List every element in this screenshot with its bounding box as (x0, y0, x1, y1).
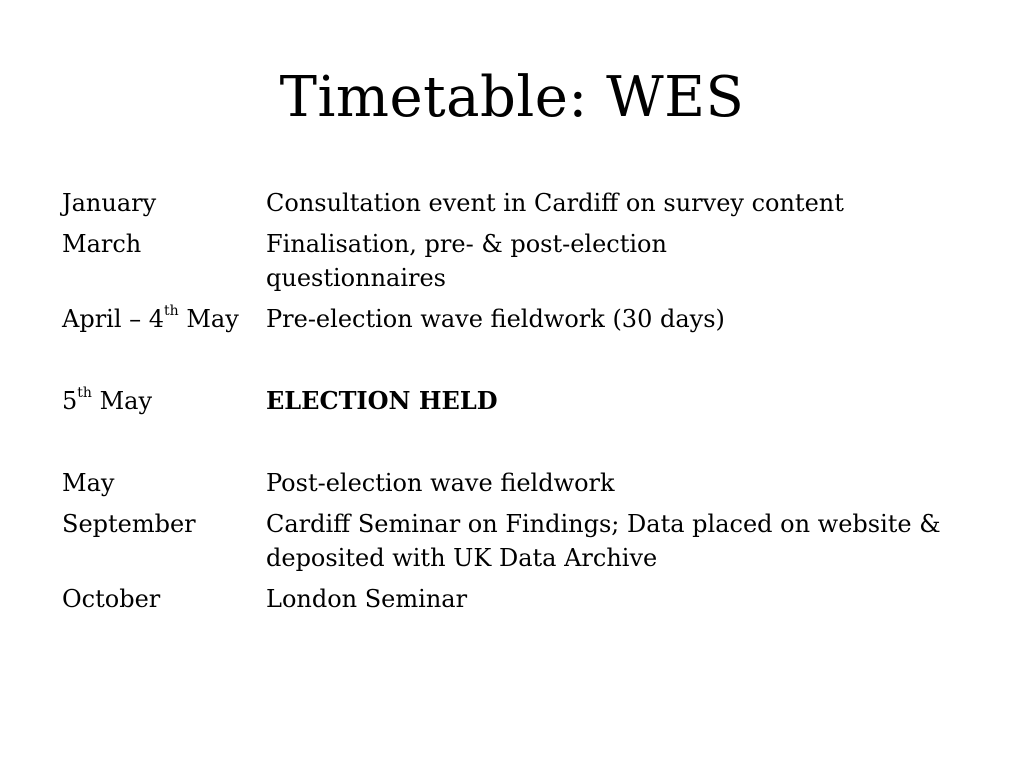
row-date: October (62, 585, 161, 613)
timetable-row-election (62, 384, 962, 418)
row-date-ordinal: th (164, 303, 179, 319)
row-date: September (62, 510, 196, 538)
row-date: March (62, 230, 142, 258)
row-date (62, 384, 266, 418)
slide-title: Timetable: WES (279, 65, 745, 130)
timetable (62, 186, 962, 623)
row-event: Finalisation, pre- & post-election questionnaires (266, 230, 667, 292)
row-event: Pre-election wave fieldwork (30 days) (266, 305, 725, 333)
row-date: May (62, 469, 115, 497)
row-date (62, 302, 266, 336)
timetable-row-may (62, 466, 962, 500)
row-event: Cardiff Seminar on Findings; Data placed on website & deposited with UK Data Archive (266, 510, 941, 572)
row-event: Consultation event in Cardiff on survey content (266, 189, 844, 217)
timetable-row-october (62, 582, 962, 616)
row-date-ordinal: th (77, 385, 92, 401)
row-event: Post-election wave fieldwork (266, 469, 615, 497)
row-date-month: May (178, 305, 239, 333)
row-date-main: 5 (62, 387, 78, 415)
timetable-row-january (62, 186, 962, 220)
row-date-main: April – 4 (62, 305, 165, 333)
row-date: January (62, 189, 157, 217)
row-event-highlight: ELECTION HELD (266, 386, 498, 415)
timetable-row-april (62, 302, 962, 336)
row-event: London Seminar (266, 585, 468, 613)
timetable-row-september (62, 507, 962, 575)
row-date-month: May (91, 387, 153, 415)
timetable-row-march (62, 227, 962, 295)
